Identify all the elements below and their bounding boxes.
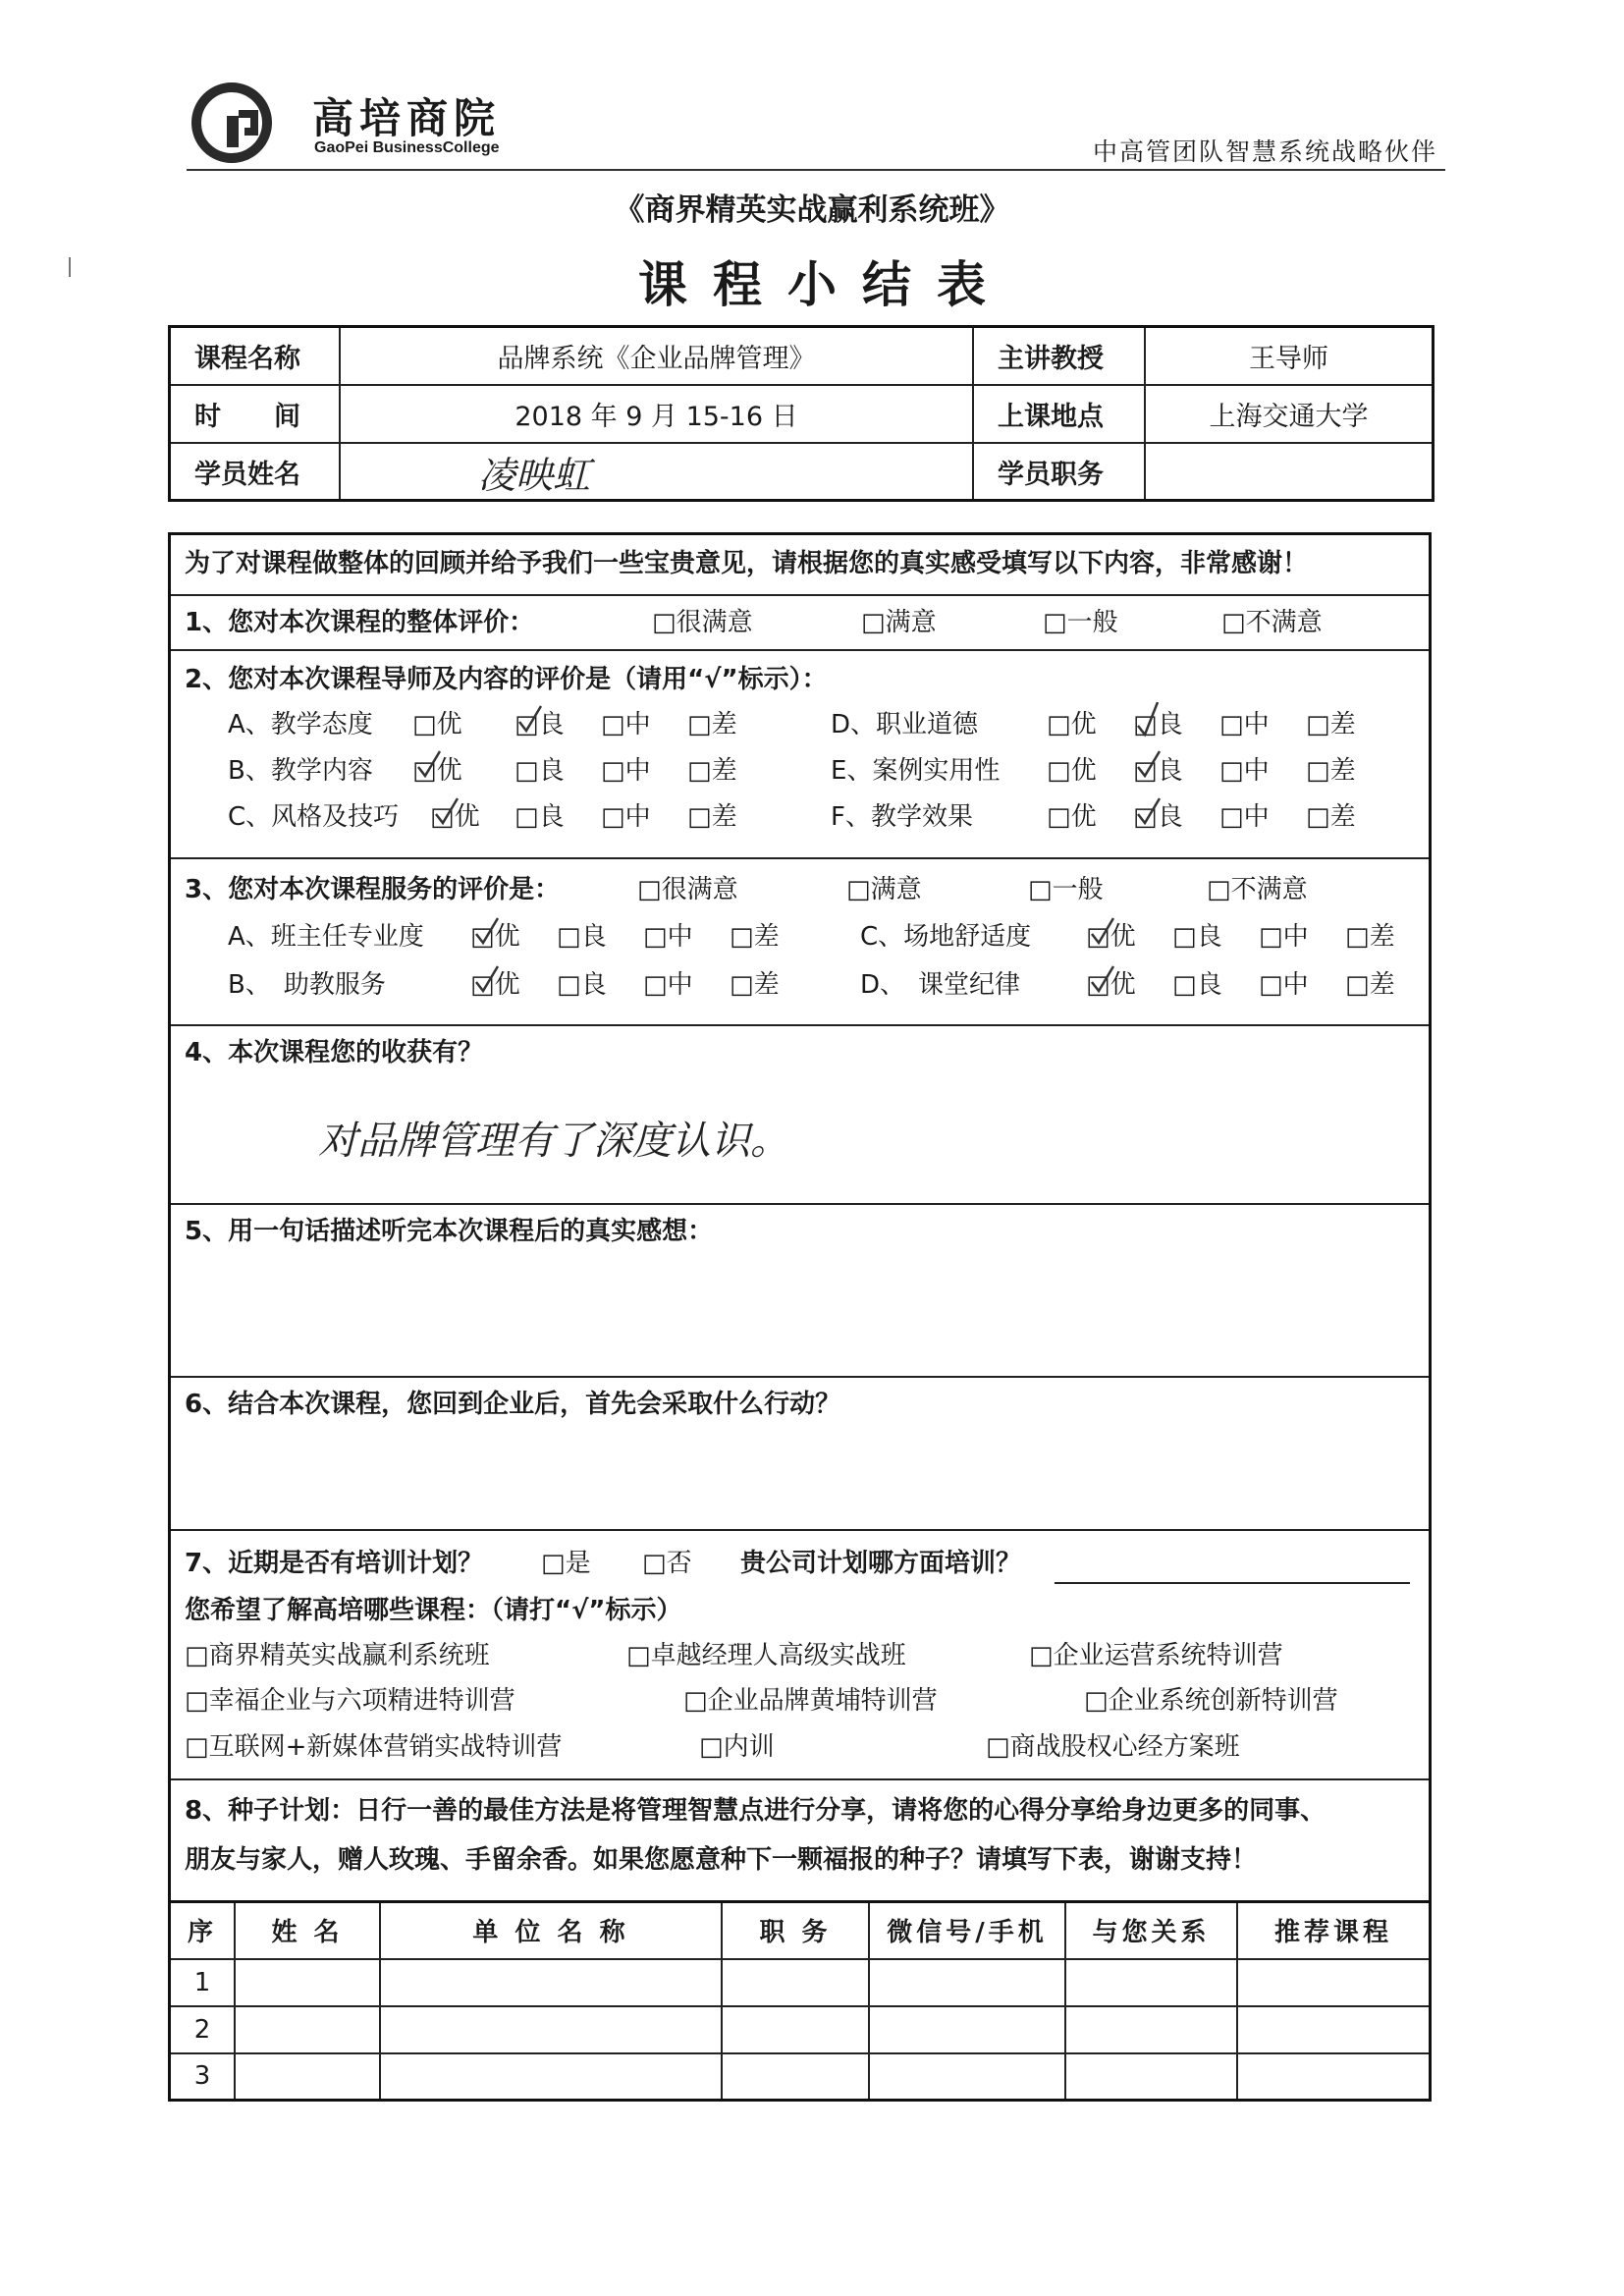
table-row bbox=[171, 2006, 1429, 2053]
info-row bbox=[171, 444, 1432, 499]
grade-poor[interactable]: □差 bbox=[1306, 710, 1356, 739]
grade-excellent[interactable]: □优 bbox=[430, 802, 480, 832]
checkmark-icon bbox=[416, 749, 442, 779]
grade-poor[interactable]: □差 bbox=[1306, 802, 1356, 832]
relationship-cell[interactable] bbox=[1065, 1959, 1237, 2006]
course-option[interactable]: □幸福企业与六项精进特训营 bbox=[185, 1686, 515, 1716]
grade-poor[interactable]: □差 bbox=[730, 970, 780, 1000]
logo-chinese-name: 高培商院 bbox=[312, 94, 502, 142]
grade-poor[interactable]: □差 bbox=[1345, 970, 1395, 1000]
grade-excellent[interactable]: □优 bbox=[1086, 970, 1136, 1000]
logo-english-name: GaoPei BusinessCollege bbox=[314, 139, 500, 156]
grade-poor[interactable]: □差 bbox=[687, 756, 737, 786]
q6-text: 6、结合本次课程，您回到企业后，首先会采取什么行动？ bbox=[185, 1390, 841, 1419]
q5-text: 5、用一句话描述听完本次课程后的真实感想： bbox=[185, 1217, 714, 1246]
checkmark-icon bbox=[1136, 796, 1162, 826]
position-label: 学员职务 bbox=[974, 444, 1146, 499]
grade-excellent[interactable]: □优 bbox=[1047, 802, 1097, 832]
grade-excellent[interactable]: □优 bbox=[1047, 710, 1097, 739]
q3-option-very-satisfied[interactable]: □很满意 bbox=[637, 875, 738, 904]
grade-good[interactable]: □良 bbox=[1133, 802, 1183, 832]
grade-good[interactable]: □良 bbox=[514, 756, 565, 786]
plan-answer-line[interactable] bbox=[1055, 1582, 1410, 1584]
course-option[interactable]: □企业系统创新特训营 bbox=[1084, 1686, 1338, 1716]
course-option[interactable]: □互联网+新媒体营销实战特训营 bbox=[185, 1732, 563, 1762]
checkmark-icon bbox=[517, 704, 543, 734]
survey-intro bbox=[171, 535, 1429, 596]
q1-option-dissatisfied[interactable]: □不满意 bbox=[1221, 608, 1323, 637]
header-slogan: 中高管团队智慧系统战略伙伴 bbox=[1092, 137, 1437, 166]
course-option[interactable]: □商界精英实战赢利系统班 bbox=[185, 1641, 490, 1670]
row-index: 2 bbox=[171, 2006, 235, 2053]
q2-item-style: C、风格及技巧 bbox=[228, 802, 400, 832]
grade-good[interactable]: □良 bbox=[557, 970, 607, 1000]
wechat-phone-cell[interactable] bbox=[869, 1959, 1065, 2006]
header-index: 序 bbox=[171, 1903, 235, 1959]
course-option[interactable]: □卓越经理人高级实战班 bbox=[626, 1641, 906, 1670]
question-2 bbox=[171, 651, 1429, 859]
grade-excellent[interactable]: □优 bbox=[470, 970, 520, 1000]
header-wechat-phone: 微信号/手机 bbox=[869, 1903, 1065, 1959]
header-relationship: 与您关系 bbox=[1065, 1903, 1237, 1959]
grade-excellent[interactable]: □优 bbox=[1047, 756, 1097, 786]
grade-poor[interactable]: □差 bbox=[1345, 922, 1395, 952]
header-position: 职 务 bbox=[722, 1903, 869, 1959]
grade-excellent[interactable]: □优 bbox=[412, 710, 462, 739]
grade-fair[interactable]: □中 bbox=[643, 970, 693, 1000]
q3-item-venue: C、场地舒适度 bbox=[860, 922, 1032, 952]
checkmark-icon bbox=[1136, 702, 1162, 738]
info-row bbox=[171, 386, 1432, 444]
grade-good[interactable]: □良 bbox=[514, 710, 565, 739]
checkmark-icon bbox=[434, 796, 460, 826]
question-5 bbox=[171, 1205, 1429, 1378]
relationship-cell[interactable] bbox=[1065, 2006, 1237, 2053]
company-cell[interactable] bbox=[380, 2053, 722, 2099]
course-option[interactable]: □内训 bbox=[699, 1732, 775, 1762]
grade-fair[interactable]: □中 bbox=[643, 922, 693, 952]
grade-good[interactable]: □良 bbox=[1133, 756, 1183, 786]
grade-fair[interactable]: □中 bbox=[1219, 756, 1270, 786]
grade-poor[interactable]: □差 bbox=[730, 922, 780, 952]
q3-item-discipline: D、 课堂纪律 bbox=[860, 970, 1021, 1000]
q7-wish-text: 您希望了解高培哪些课程：（请打“√”标示） bbox=[185, 1596, 682, 1625]
grade-excellent[interactable]: □优 bbox=[470, 922, 520, 952]
question-8 bbox=[171, 1780, 1429, 1900]
q2-item-ethics: D、职业道德 bbox=[831, 710, 979, 739]
course-name-label: 课程名称 bbox=[171, 328, 341, 384]
grade-good[interactable]: □良 bbox=[1172, 922, 1222, 952]
q7-text: 7、近期是否有培训计划？ bbox=[185, 1549, 484, 1578]
grade-fair[interactable]: □中 bbox=[601, 710, 651, 739]
student-name-label: 学员姓名 bbox=[171, 444, 341, 499]
wechat-phone-cell[interactable] bbox=[869, 2053, 1065, 2099]
question-4 bbox=[171, 1026, 1429, 1205]
q3-option-satisfied[interactable]: □满意 bbox=[846, 875, 922, 904]
question-6 bbox=[171, 1378, 1429, 1531]
header-name: 姓 名 bbox=[235, 1903, 380, 1959]
q3-option-average[interactable]: □一般 bbox=[1028, 875, 1104, 904]
seed-table-header bbox=[171, 1903, 1429, 1959]
q2-item-case-practicality: E、案例实用性 bbox=[831, 756, 1001, 786]
table-row bbox=[171, 2053, 1429, 2099]
grade-good[interactable]: □良 bbox=[514, 802, 565, 832]
checkmark-icon bbox=[1090, 964, 1115, 994]
q1-option-satisfied[interactable]: □满意 bbox=[861, 608, 937, 637]
row-index: 1 bbox=[171, 1959, 235, 2006]
grade-poor[interactable]: □差 bbox=[687, 802, 737, 832]
grade-excellent[interactable]: □优 bbox=[1086, 922, 1136, 952]
checkmark-icon bbox=[474, 916, 500, 946]
q1-option-very-satisfied[interactable]: □很满意 bbox=[652, 608, 753, 637]
grade-fair[interactable]: □中 bbox=[1259, 970, 1309, 1000]
checkmark-icon bbox=[1136, 749, 1162, 779]
position-cell[interactable] bbox=[722, 2006, 869, 2053]
name-cell[interactable] bbox=[235, 2006, 380, 2053]
header-company: 单 位 名 称 bbox=[380, 1903, 722, 1959]
location-value[interactable]: 上海交通大学 bbox=[1209, 402, 1369, 432]
time-value[interactable]: 2018 年 9 月 15-16 日 bbox=[341, 386, 974, 442]
q1-option-average[interactable]: □一般 bbox=[1043, 608, 1118, 637]
company-cell[interactable] bbox=[380, 1959, 722, 2006]
course-option[interactable]: □企业品牌黄埔特训营 bbox=[683, 1686, 938, 1716]
grade-poor[interactable]: □差 bbox=[687, 710, 737, 739]
q2-item-content: B、教学内容 bbox=[228, 756, 373, 786]
grade-fair[interactable]: □中 bbox=[1219, 802, 1270, 832]
seed-plan-table bbox=[171, 1900, 1429, 2099]
relationship-cell[interactable] bbox=[1065, 2053, 1237, 2099]
grade-fair[interactable]: □中 bbox=[1259, 922, 1309, 952]
q2-item-attitude: A、教学态度 bbox=[228, 710, 373, 739]
q4-text: 4、本次课程您的收获有？ bbox=[185, 1038, 484, 1067]
header-recommended-course: 推荐课程 bbox=[1237, 1903, 1429, 1959]
position-cell[interactable] bbox=[722, 2053, 869, 2099]
class-title: 《商界精英实战赢利系统班》 bbox=[614, 192, 1010, 228]
recommended-course-cell[interactable] bbox=[1237, 2006, 1429, 2053]
survey-form bbox=[168, 532, 1432, 2102]
question-1 bbox=[171, 596, 1429, 651]
info-row bbox=[171, 328, 1432, 386]
time-label: 时 间 bbox=[171, 386, 341, 442]
course-option[interactable]: □商战股权心经方案班 bbox=[986, 1732, 1240, 1762]
checkmark-icon bbox=[474, 964, 500, 994]
grade-good[interactable]: □良 bbox=[1172, 970, 1222, 1000]
grade-poor[interactable]: □差 bbox=[1306, 756, 1356, 786]
student-name-value[interactable] bbox=[341, 444, 974, 499]
course-option[interactable]: □企业运营系统特训营 bbox=[1029, 1641, 1283, 1670]
question-7 bbox=[171, 1531, 1429, 1780]
grade-fair[interactable]: □中 bbox=[1219, 710, 1270, 739]
course-info-table bbox=[168, 325, 1435, 502]
q8-line-2: 朋友与家人，赠人玫瑰、手留余香。如果您愿意种下一颗福报的种子？请填写下表，谢谢支持！ bbox=[185, 1845, 1258, 1875]
row-index: 3 bbox=[171, 2053, 235, 2099]
grade-good[interactable]: □良 bbox=[1133, 710, 1183, 739]
checkmark-icon bbox=[1090, 916, 1115, 946]
position-value[interactable] bbox=[1146, 444, 1432, 499]
header-divider bbox=[187, 169, 1445, 171]
form-title: 课程小结表 bbox=[638, 256, 1011, 313]
lecturer-value[interactable]: 王导师 bbox=[1249, 344, 1328, 374]
q7-option-yes[interactable]: □是 bbox=[541, 1549, 591, 1578]
location-label: 上课地点 bbox=[974, 386, 1146, 442]
table-row bbox=[171, 1959, 1429, 2006]
company-cell[interactable] bbox=[380, 2006, 722, 2053]
grade-fair[interactable]: □中 bbox=[601, 756, 651, 786]
wechat-phone-cell[interactable] bbox=[869, 2006, 1065, 2053]
q3-item-assistant: B、 助教服务 bbox=[228, 970, 386, 1000]
grade-excellent[interactable]: □优 bbox=[412, 756, 462, 786]
name-cell[interactable] bbox=[235, 2053, 380, 2099]
q3-text: 3、您对本次课程服务的评价是： bbox=[185, 875, 561, 904]
q2-text: 2、您对本次课程导师及内容的评价是（请用“√”标示）： bbox=[185, 665, 828, 694]
name-cell[interactable] bbox=[235, 1959, 380, 2006]
gaopei-logo-icon bbox=[189, 81, 274, 165]
q1-text: 1、您对本次课程的整体评价： bbox=[185, 608, 535, 637]
q7-option-no[interactable]: □否 bbox=[642, 1549, 692, 1578]
q7-plan-question: 贵公司计划哪方面培训？ bbox=[740, 1549, 1022, 1578]
grade-good[interactable]: □良 bbox=[557, 922, 607, 952]
position-cell[interactable] bbox=[722, 1959, 869, 2006]
q8-line-1: 8、种子计划：日行一善的最佳方法是将管理智慧点进行分享，请将您的心得分享给身边更多的同事、 bbox=[185, 1796, 1326, 1826]
course-name-value[interactable]: 品牌系统《企业品牌管理》 bbox=[341, 328, 974, 384]
question-3 bbox=[171, 859, 1429, 1026]
recommended-course-cell[interactable] bbox=[1237, 2053, 1429, 2099]
recommended-course-cell[interactable] bbox=[1237, 1959, 1429, 2006]
q4-handwritten-answer[interactable]: 对品牌管理有了深度认识。 bbox=[318, 1119, 789, 1164]
q2-item-effect: F、教学效果 bbox=[831, 802, 973, 832]
handwritten-student-name: 凌映虹 bbox=[478, 453, 591, 497]
q3-option-dissatisfied[interactable]: □不满意 bbox=[1207, 875, 1308, 904]
q3-item-head-teacher: A、班主任专业度 bbox=[228, 922, 424, 952]
intro-text: 为了对课程做整体的回顾并给予我们一些宝贵意见，请根据您的真实感受填写以下内容，非常感谢！ bbox=[185, 549, 1309, 578]
grade-fair[interactable]: □中 bbox=[601, 802, 651, 832]
lecturer-label: 主讲教授 bbox=[974, 328, 1146, 384]
